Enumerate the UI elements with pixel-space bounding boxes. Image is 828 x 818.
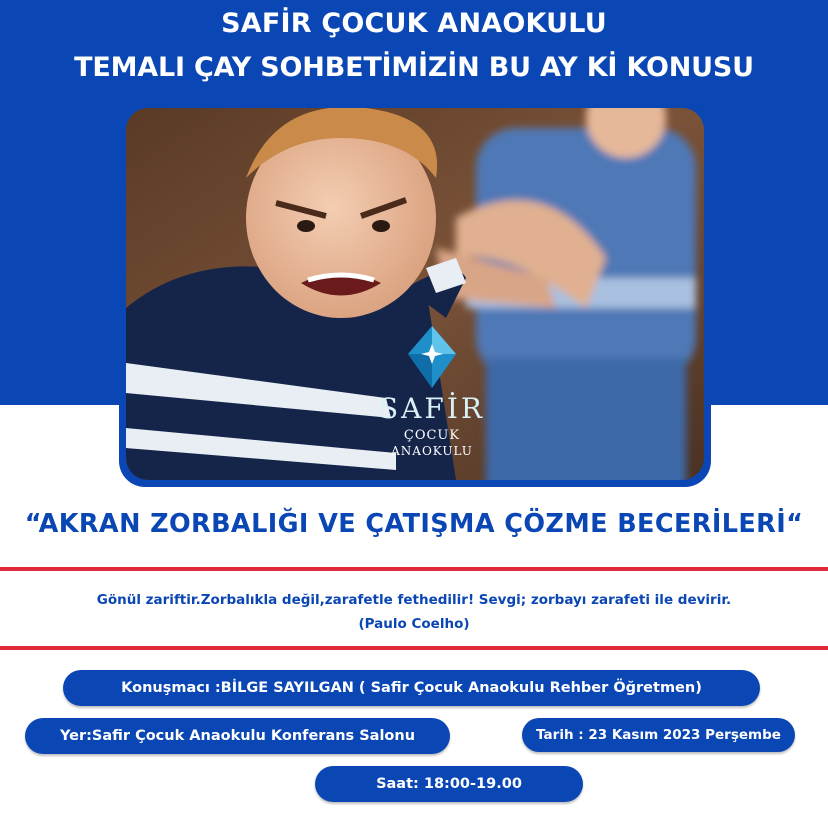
event-theme-title: TEMALI ÇAY SOHBETİMİZİN BU AY Kİ KONUSU (74, 52, 754, 83)
logo-subtitle: ÇOCUK (403, 428, 461, 443)
divider-bottom (0, 646, 828, 650)
date-info: Tarih : 23 Kasım 2023 Perşembe (522, 718, 795, 752)
logo-subtitle-2: ANAOKULU (391, 444, 473, 458)
quote-author: (Paulo Coelho) (358, 616, 470, 632)
school-name-title: SAFİR ÇOCUK ANAOKULU (221, 8, 607, 39)
safir-logo (372, 322, 492, 472)
divider-top (0, 567, 828, 571)
diamond-icon (372, 322, 492, 392)
place-info: Yer:Safir Çocuk Anaokulu Konferans Salonu (25, 718, 450, 754)
speaker-info: Konuşmacı :BİLGE SAYILGAN ( Safir Çocuk Anaokulu Rehber Öğretmen) (63, 670, 760, 706)
topic-heading: “AKRAN ZORBALIĞI VE ÇATIŞMA ÇÖZME BECERİLERİ“ (24, 509, 804, 539)
time-info: Saat: 18:00-19.00 (315, 766, 583, 802)
quote-text: Gönül zariftir.Zorbalıkla değil,zarafetle fethedilir! Sevgi; zorbayı zarafeti ile devirir. (96, 592, 732, 608)
logo-name: SAFİR (379, 392, 485, 425)
